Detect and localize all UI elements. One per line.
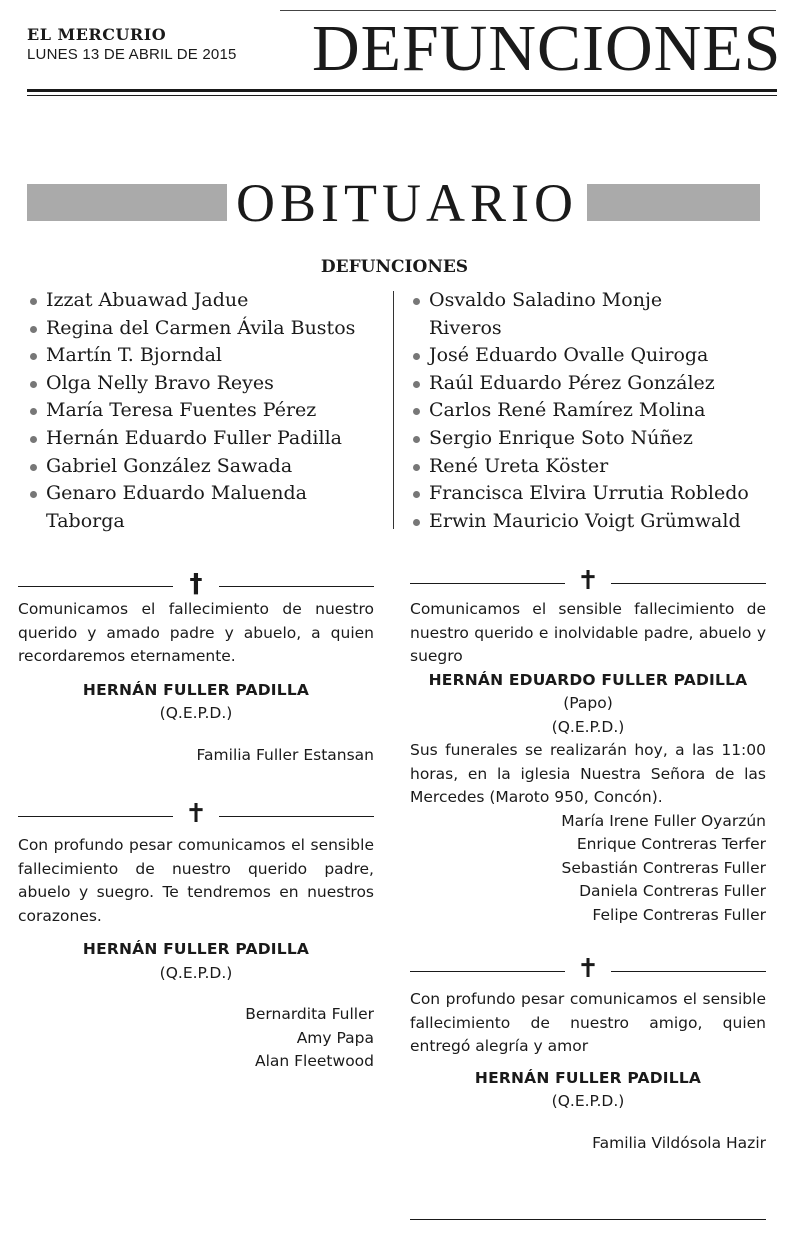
- notice-text: Comunicamos el fallecimiento de nuestro querido y amado padre y abuelo, a quien recordaremos eternamente.: [18, 600, 374, 665]
- column-divider: [393, 291, 394, 529]
- signature: Enrique Contreras Terfer: [576, 835, 766, 853]
- funeral-details: Sus funerales se realizarán hoy, a las 11:00 horas, en la iglesia Nuestra Señora de las Mercedes (Maroto 950, Concón).: [410, 741, 766, 806]
- masthead-thin-rule: [27, 95, 777, 96]
- masthead-top-rule: [280, 10, 776, 11]
- signature: Alan Fleetwood: [254, 1052, 374, 1070]
- list-item: Martín T. Bjorndal: [28, 342, 355, 370]
- signature: Bernardita Fuller: [245, 1005, 374, 1023]
- divider-line: [410, 583, 565, 584]
- list-item: Erwin Mauricio Voigt Grümwald: [411, 508, 749, 536]
- list-item-continuation: Riveros: [429, 316, 502, 339]
- list-item: Izzat Abuawad Jadue: [28, 287, 355, 315]
- signature: María Irene Fuller Oyarzún: [561, 811, 766, 830]
- deceased-name: HERNÁN FULLER PADILLA: [82, 680, 310, 699]
- list-item: Gabriel González Sawada: [28, 453, 355, 481]
- divider-line: [611, 583, 766, 584]
- deceased-name: HERNÁN FULLER PADILLA: [474, 1068, 702, 1087]
- death-notice: [410, 954, 766, 1155]
- issue-date: LUNES 13 DE ABRIL DE 2015: [27, 46, 237, 63]
- signature: Familia Vildósola Hazir: [592, 1133, 766, 1152]
- list-heading: DEFUNCIONES: [320, 257, 469, 277]
- list-item: Sergio Enrique Soto Núñez: [411, 425, 749, 453]
- cross-icon: ✝: [185, 799, 207, 829]
- notice-text: Con profundo pesar comunicamos el sensible fallecimiento de nuestro querido padre, abuelo y suegro. Te tendremos en nuestros corazones.: [18, 836, 374, 925]
- deceased-list-right: [411, 287, 749, 535]
- banner-bar-left: [27, 184, 227, 221]
- divider-line: [219, 816, 374, 817]
- signature: Felipe Contreras Fuller: [592, 905, 766, 924]
- banner-title: OBITUARIO: [236, 173, 578, 233]
- list-item: Genaro Eduardo Maluenda: [28, 480, 355, 508]
- divider-line: [611, 971, 766, 972]
- cross-icon: ✝: [577, 566, 599, 596]
- list-item: Raúl Eduardo Pérez González: [411, 370, 749, 398]
- list-item: René Ureta Köster: [411, 453, 749, 481]
- signature: Amy Papa: [296, 1028, 374, 1047]
- notice-header: [410, 566, 766, 596]
- qepd: (Q.E.P.D.): [551, 1092, 625, 1110]
- list-item: Osvaldo Saladino Monje: [411, 287, 749, 315]
- deceased-list-left: [28, 287, 355, 535]
- signature: Daniela Contreras Fuller: [579, 882, 766, 900]
- qepd: (Q.E.P.D.): [551, 717, 625, 736]
- cross-icon: †: [189, 569, 203, 599]
- list-item: Carlos René Ramírez Molina: [411, 397, 749, 425]
- list-item-continuation: Taborga: [46, 509, 125, 532]
- cross-icon: ✝: [577, 954, 599, 984]
- signature: Sebastián Contreras Fuller: [561, 858, 766, 877]
- list-item: Hernán Eduardo Fuller Padilla: [28, 425, 355, 453]
- signature: Familia Fuller Estansan: [196, 745, 374, 764]
- notice-header: [18, 569, 374, 599]
- notice-text: Comunicamos el sensible fallecimiento de nuestro querido e inolvidable padre, abuelo y suegro: [410, 600, 766, 665]
- nickname: (Papo): [563, 694, 613, 712]
- deceased-name: HERNÁN FULLER PADILLA: [82, 940, 310, 958]
- footer-rule: [410, 1219, 766, 1220]
- deceased-name: HERNÁN EDUARDO FULLER PADILLA: [428, 670, 748, 689]
- death-notice: [18, 569, 374, 767]
- masthead-thick-rule: [27, 89, 777, 92]
- death-notice: [410, 566, 766, 927]
- notice-header: [18, 799, 374, 829]
- newspaper-name: EL MERCURIO: [27, 25, 167, 44]
- list-item: Olga Nelly Bravo Reyes: [28, 370, 355, 398]
- divider-line: [18, 586, 173, 587]
- divider-line: [219, 586, 374, 587]
- notice-text: Con profundo pesar comunicamos el sensible fallecimiento de nuestro amigo, quien entregó alegría y amor: [410, 990, 766, 1055]
- list-item: Francisca Elvira Urrutia Robledo: [411, 480, 749, 508]
- list-item: Regina del Carmen Ávila Bustos: [28, 315, 355, 343]
- notice-header: [410, 954, 766, 984]
- list-item: José Eduardo Ovalle Quiroga: [411, 342, 749, 370]
- divider-line: [18, 816, 173, 817]
- qepd: (Q.E.P.D.): [159, 963, 233, 982]
- list-item: María Teresa Fuentes Pérez: [28, 397, 355, 425]
- qepd: (Q.E.P.D.): [159, 704, 233, 722]
- section-title: DEFUNCIONES: [312, 12, 782, 85]
- death-notice: [18, 799, 374, 1074]
- divider-line: [410, 971, 565, 972]
- banner-bar-right: [587, 184, 760, 221]
